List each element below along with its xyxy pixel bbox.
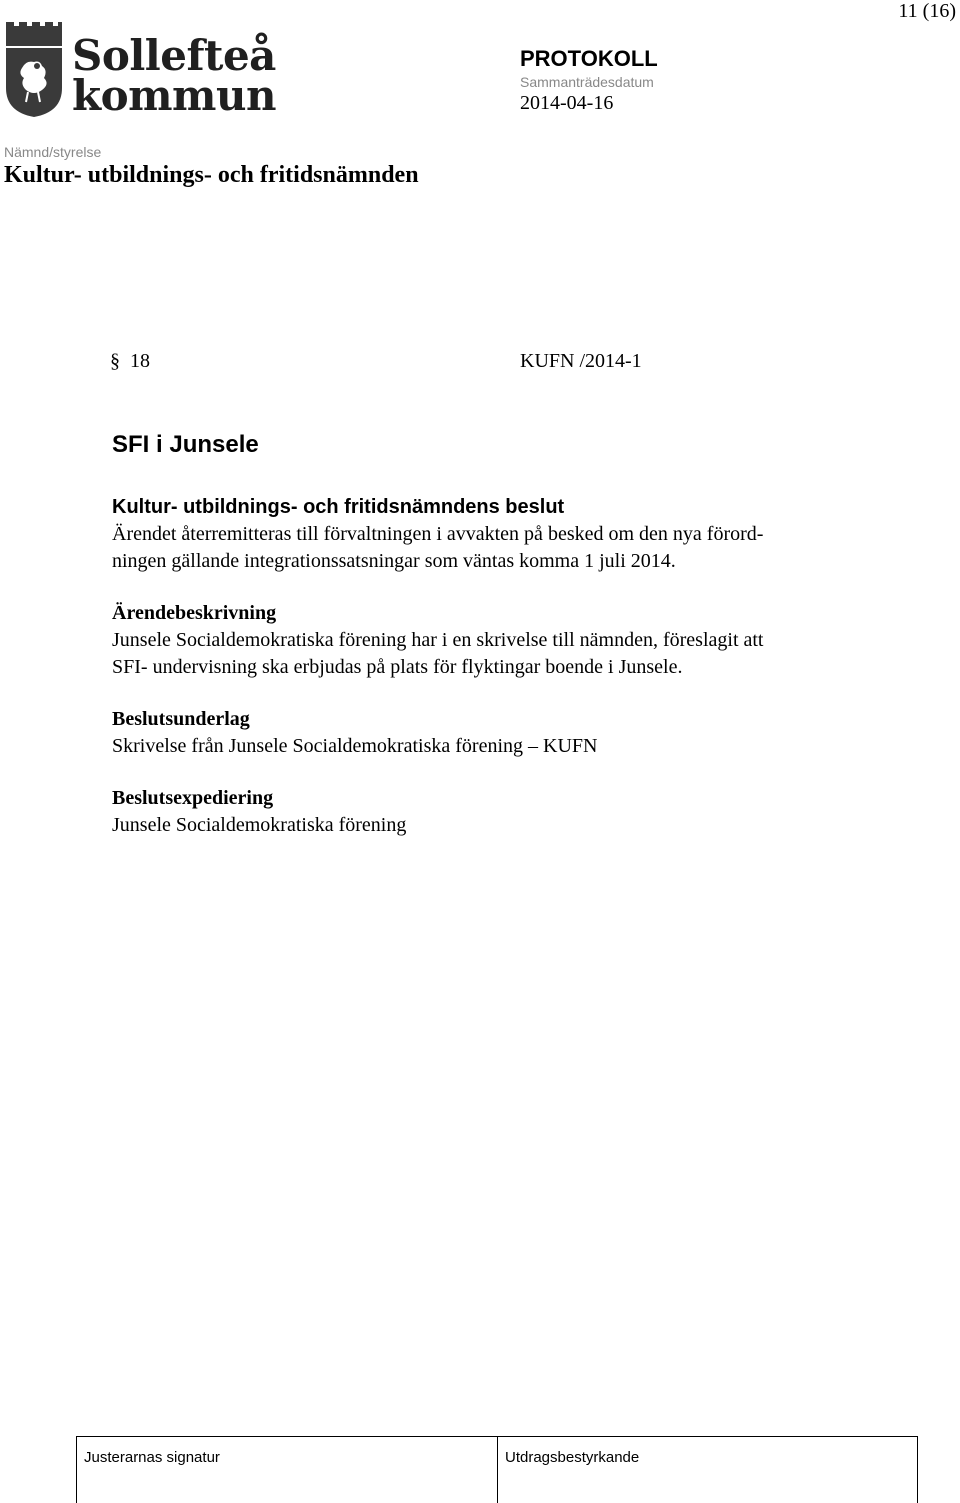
footer-divider-middle	[497, 1437, 498, 1503]
municipal-coat-of-arms-icon	[4, 20, 64, 118]
extract-certifier-label: Utdragsbestyrkande	[505, 1449, 640, 1466]
paragraph-number: 18	[130, 350, 150, 372]
dispatch-text: Junsele Socialdemokratiska förening	[112, 814, 407, 836]
page-number: 11 (16)	[898, 0, 956, 22]
adjusters-signature-label: Justerarnas signatur	[84, 1449, 220, 1466]
document-type: PROTOKOLL	[520, 46, 658, 71]
paragraph-sign: §	[110, 350, 120, 372]
description-text-line-1: Junsele Socialdemokratiska förening har i en skrivelse till nämnden, föreslagit att	[112, 629, 764, 651]
description-text-line-2: SFI- undervisning ska erbjudas på plats för flyktingar boende i Junsele.	[112, 656, 683, 678]
description-heading: Ärendebeskrivning	[112, 602, 277, 624]
item-title: SFI i Junsele	[112, 431, 259, 458]
decision-text-line-2: ningen gällande integrationssatsningar som väntas komma 1 juli 2014.	[112, 550, 676, 572]
logo-line-2: kommun	[72, 71, 277, 120]
logo-line-1: Sollefteå	[72, 31, 276, 80]
meeting-date-label: Sammanträdesdatum	[520, 74, 654, 90]
basis-text: Skrivelse från Junsele Socialdemokratiska förening – KUFN	[112, 735, 598, 757]
municipality-logotype	[72, 31, 277, 120]
decision-text-line-1: Ärendet återremitteras till förvaltningen i avvakten på besked om den nya förord-	[112, 523, 764, 545]
basis-heading: Beslutsunderlag	[112, 708, 250, 730]
board-label: Nämnd/styrelse	[4, 144, 102, 160]
dispatch-heading: Beslutsexpediering	[112, 787, 274, 809]
meeting-date: 2014-04-16	[520, 92, 614, 114]
signature-footer	[76, 1436, 918, 1503]
footer-divider-right	[917, 1437, 918, 1503]
board-name: Kultur- utbildnings- och fritidsnämnden	[4, 162, 419, 188]
decision-heading: Kultur- utbildnings- och fritidsnämndens beslut	[112, 496, 565, 518]
case-number: KUFN /2014-1	[520, 350, 642, 372]
item-content	[112, 494, 912, 839]
footer-divider-left	[76, 1437, 77, 1503]
